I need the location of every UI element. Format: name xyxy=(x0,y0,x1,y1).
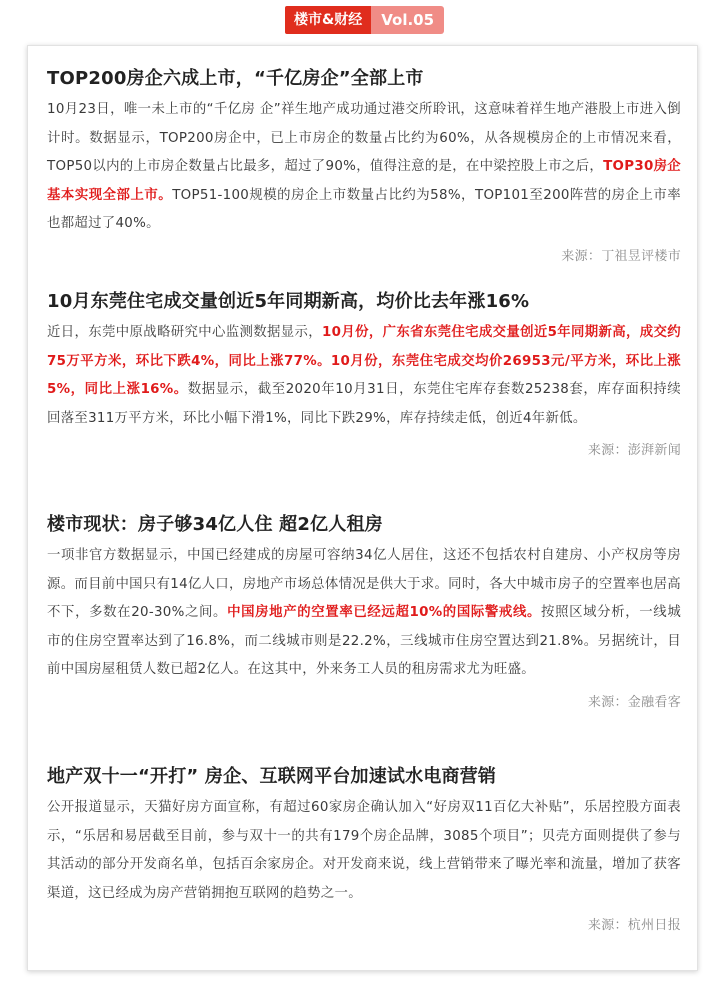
article-title: 10月东莞住宅成交量创近5年同期新高，均价比去年涨16% xyxy=(47,291,530,312)
volume-label: Vol.05 xyxy=(371,6,444,34)
article-4 xyxy=(47,764,681,938)
article-title: TOP200房企六成上市，“千亿房企”全部上市 xyxy=(47,68,424,89)
article-highlight: 中国房地产的空置率已经远超10%的国际警戒线。 xyxy=(227,605,542,621)
article-text: 公开报道显示，天猫好房方面宣称，有超过60家房企确认加入“好房双11百亿大补贴”，乐居控股方面表示，“乐居和易居截至目前，参与双十一的共有179个房企品牌，3085个项目”；贝壳方面则提供了参与其活动的部分开发商名单，包括百余家房企。对开发商来说，线上营销带来了曝光率和流量，增加了获客渠道，这已经成为房产营销拥抱互联网的趋势之一。 xyxy=(47,800,681,901)
article-body xyxy=(47,319,681,433)
article-source: 来源：金融看客 xyxy=(587,694,681,710)
article-text: 一项非官方数据显示，中国已经建成的房屋可容纳34亿人居住，这还不包括农村自建房、小产权房等房源。而目前中国只有14亿人口，房地产市场总体情况是供大于求。同时，各大中城市房子的空置率也居高不下，多数在20-30%之间。 xyxy=(47,548,681,621)
article-highlight: TOP30房企基本实现全部上市。 xyxy=(47,159,681,203)
header-tag xyxy=(285,6,444,34)
article-body xyxy=(47,96,681,239)
news-card xyxy=(27,45,698,971)
article-source: 来源：丁祖昱评楼市 xyxy=(561,248,681,264)
article-title: 地产双十一“开打” 房企、互联网平台加速试水电商营销 xyxy=(47,766,497,787)
article-source: 来源：澎湃新闻 xyxy=(587,443,681,459)
article-3 xyxy=(47,512,681,715)
article-text: TOP51-100规模的房企上市数量占比约为58%，TOP101至200阵营的房企上市率也都超过了40%。 xyxy=(47,187,681,232)
article-text: 近日，东莞中原战略研究中心监测数据显示， xyxy=(47,325,323,340)
article-body xyxy=(47,542,681,685)
article-text: 数据显示，截至2020年10月31日，东莞住宅库存套数25238套，库存面积持续回落至311万平方米，环比小幅下滑1%，同比下跌29%，库存持续走低，创近4年新低。 xyxy=(47,382,681,426)
category-label: 楼市&财经 xyxy=(285,6,371,34)
article-2 xyxy=(47,289,681,463)
article-body xyxy=(47,794,681,908)
article-1 xyxy=(47,66,681,269)
article-text: 10月23日，唯一未上市的“千亿房 企”祥生地产成功通过港交所聆讯，这意味着祥生地产港股上市进入倒计时。数据显示，TOP200房企中，已上市房企的数量占比约为60%，从各规模房企的上市情况来看，TOP50以内的上市房企数量占比最多，超过了90%，值得注意的是，在中梁控股上市之后， xyxy=(47,102,681,175)
article-title: 楼市现状：房子够34亿人住 超2亿人租房 xyxy=(47,514,383,535)
article-text: 按照区域分析，一线城市的住房空置率达到了16.8%，而二线城市则是22.2%，三线城市住房空置达到21.8%。另据统计，目前中国房屋租赁人数已超2亿人。在这其中，外来务工人员的租房需求尤为旺盛。 xyxy=(47,605,682,678)
article-highlight: 10月份，广东省东莞住宅成交量创近5年同期新高，成交约75万平方米，环比下跌4%，同比上涨77%。10月份，东莞住宅成交均价26953元/平方米，环比上涨5%，同比上涨16%。 xyxy=(47,325,681,398)
article-source: 来源：杭州日报 xyxy=(587,918,681,934)
